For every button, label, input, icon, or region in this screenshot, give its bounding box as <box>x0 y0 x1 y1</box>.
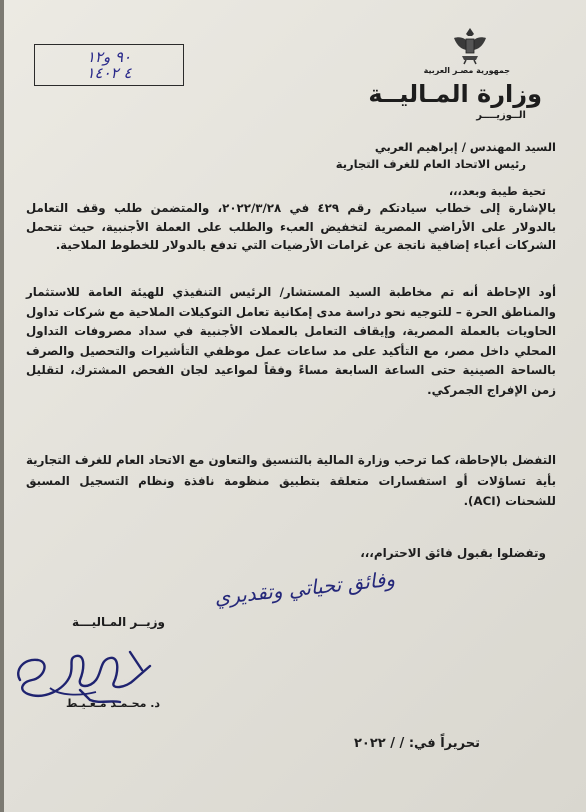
republic-label: جمهورية مصـر العربية <box>423 66 510 75</box>
signatory-name: د. محـمـد مـعـيـط <box>66 697 161 710</box>
signatory-title: وزيــر المـاليـــة <box>72 615 165 629</box>
letter-page <box>4 0 586 812</box>
handwritten-note: وفائق تحياتي وتقديري <box>213 566 396 610</box>
greeting: تحية طيبة وبعد،،، <box>448 184 546 198</box>
closing-line: وتفضلوا بقبول فائق الاحترام،،، <box>360 546 546 560</box>
ministry-title: وزارة المـاليــة <box>368 80 542 108</box>
paragraph-2: أود الإحاطة أنه تم مخاطبة السيد المستشار/ الرئيس التنفيذي للهيئة العامة للاستثمار والمناطق الحرة – للتوجيه نحو دراسة مدى إمكانية تعامل التوكيلات الملاحية مع شركات تداول الحاويات بالعملة المصرية، وإيقاف التعامل بالعملات الأجنبية في سداد مصروفات التداول المحلي داخل مصر، مع التأكيد على مد ساعات عمل موظفي التأشيرات والتحصيل والصرف بالساحة الصينية حتى الساعة السابعة مساءً وفقاً لمواعيد لجان الفحص المشترك، لتقليل زمن الإفراج الجمركي. <box>26 285 556 397</box>
eagle-emblem-icon <box>450 24 490 66</box>
recipient-title: رئيس الاتحاد العام للغرف التجارية <box>335 157 526 171</box>
recipient-name: السيد المهندس / إبراهيم العربي <box>374 140 556 154</box>
stamp-number: ۱۲٩٠ و <box>86 48 132 66</box>
incoming-stamp <box>34 44 184 86</box>
paragraph-3: التفضل بالإحاطة، كما ترحب وزارة المالية بالتنسيق والتعاون مع الاتحاد العام للغرف التجارية بأية تساؤلات أو استفسارات متعلقة بتطبيق منظومة نافذة ونظام التسجيل المسبق للشحنات (ACI). <box>26 453 556 508</box>
date-line: تحريراً في: / / ٢٠٢٢ <box>354 736 480 751</box>
paragraph-1: بالإشارة إلى خطاب سيادتكم رقم ٤٢٩ في ٢٠٢٢/٣/٢٨، والمتضمن طلب وقف التعامل بالدولار على الأراضي المصرية لتخفيض العبء والطلب على العملة الأجنبية، حيث تتحمل الشركات أعباء إضافية ناتجة عن غرامات الأرضيات التي تدفع بالدولار للخطوط الملاحية. <box>26 201 556 253</box>
stamp-sub: ٤ ١٤٠٢ <box>86 64 132 82</box>
minister-office-label: الــوزيــــر <box>476 110 526 121</box>
